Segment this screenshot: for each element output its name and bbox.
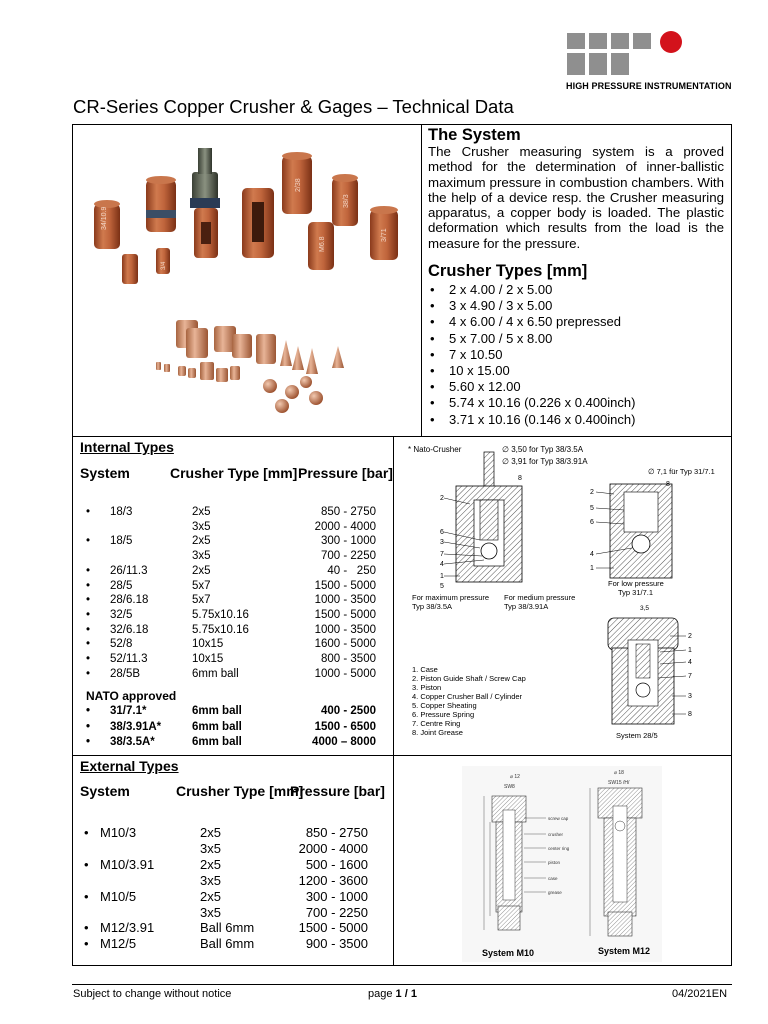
crusher-types-list [428, 282, 635, 428]
dimension-label: 3,5 [640, 605, 650, 612]
cell-pressure: 1000 - 5000 [314, 667, 376, 680]
legend-item: 3. Piston [412, 683, 442, 692]
internal-crusher-cross-section-drawing [400, 440, 728, 752]
table-row [86, 521, 376, 535]
cell-pressure: 40 - 250 [327, 564, 376, 577]
cell-bullet: • [86, 506, 91, 518]
footer-notice: Subject to change without notice [73, 988, 232, 1000]
svg-text:7: 7 [440, 551, 444, 558]
list-item: • 3.71 x 10.16 (0.146 x 0.400inch) [428, 412, 635, 428]
cell-pressure: 4000 – 8000 [312, 736, 376, 748]
cell-bullet: • [86, 564, 91, 577]
cell-pressure: 850 - 2750 [321, 506, 376, 518]
cell-system: 28/6.18 [110, 594, 149, 607]
cell-crusher: 5x7 [192, 579, 211, 592]
legend-item: 6. Pressure Spring [412, 710, 475, 719]
cell-system: 32/5 [110, 608, 133, 621]
dimension-label: ∅ 3,91 for Typ 38/3.91A [502, 457, 588, 466]
legend-item: 7. Centre Ring [412, 719, 461, 728]
caption-m10: System M10 [482, 948, 535, 958]
drawing-label: case [548, 876, 558, 881]
external-gage-drawing [462, 766, 662, 962]
table-row [84, 825, 368, 839]
cell-crusher: 6mm ball [192, 736, 242, 748]
external-col-system: System [80, 783, 130, 799]
svg-text:5: 5 [590, 505, 594, 512]
external-col-crusher: Crusher Type [mm] [176, 783, 304, 799]
cell-pressure: 1500 - 5000 [298, 920, 368, 936]
svg-text:4: 4 [590, 551, 594, 558]
list-item: • 2 x 4.00 / 2 x 5.00 [428, 282, 635, 298]
cell-system: 32/6.18 [110, 623, 149, 636]
cell-crusher: 2x5 [200, 825, 221, 840]
svg-text:4: 4 [440, 561, 444, 568]
table-row [86, 506, 376, 520]
dimension-label: ∅ 7,1 für Typ 31/7.1 [648, 467, 715, 476]
cell-bullet: • [86, 736, 91, 748]
photo-label: 34/10.9 [101, 206, 108, 230]
svg-text:3: 3 [440, 539, 444, 546]
cell-system: 28/5 [110, 579, 133, 592]
crusher-products-photo [80, 130, 418, 430]
list-item: • 5 x 7.00 / 5 x 8.00 [428, 331, 635, 347]
cell-system: 52/8 [110, 638, 133, 651]
cell-bullet: • [86, 705, 91, 717]
system-heading: The System [428, 126, 521, 144]
cell-crusher: 2x5 [200, 888, 221, 904]
cell-crusher: 2x5 [192, 506, 211, 518]
cell-bullet: • [86, 535, 91, 548]
table-row [84, 905, 368, 919]
cell-pressure: 1500 - 6500 [314, 720, 376, 733]
svg-text:6: 6 [590, 519, 594, 526]
crusher-types-heading: Crusher Types [mm] [428, 262, 588, 280]
cell-crusher: 10x15 [192, 653, 224, 665]
svg-text:SW15 /H/: SW15 /H/ [608, 780, 630, 786]
page-number: 1 / 1 [395, 988, 417, 1000]
cell-crusher: 3x5 [200, 904, 221, 920]
cell-system: 31/7.1* [110, 705, 147, 717]
list-item: • 3 x 4.90 / 3 x 5.00 [428, 298, 635, 314]
legend-item: 4. Copper Crusher Ball / Cylinder [412, 692, 523, 701]
table-row [84, 920, 368, 934]
page-prefix: page [368, 988, 396, 1000]
cell-crusher: 5x7 [192, 594, 211, 607]
cell-system: 18/5 [110, 535, 133, 548]
cell-crusher: Ball 6mm [200, 920, 255, 936]
cell-crusher: 3x5 [200, 840, 221, 856]
external-col-pressure: Pressure [bar] [290, 783, 385, 799]
cell-system: 26/11.3 [110, 564, 148, 577]
legend-item: 5. Copper Sheating [412, 701, 477, 710]
cell-bullet: • [84, 936, 89, 952]
svg-text:⌀ 18: ⌀ 18 [614, 770, 624, 776]
cell-system: 38/3.5A* [110, 736, 155, 748]
page-title: CR-Series Copper Crusher & Gages – Technical Data [73, 96, 514, 117]
drawing-label: crusher [548, 832, 564, 837]
cell-crusher: 6mm ball [192, 705, 242, 717]
table-row [86, 638, 376, 652]
caption-m12: System M12 [598, 946, 651, 956]
table-row [86, 609, 376, 623]
cell-system: M12/3.91 [100, 920, 155, 936]
row-divider [72, 755, 732, 756]
svg-text:1: 1 [440, 573, 444, 580]
cell-crusher: 3x5 [192, 550, 211, 563]
svg-text:8: 8 [518, 475, 522, 482]
table-row [86, 653, 376, 667]
svg-text:⌀ 12: ⌀ 12 [510, 774, 520, 780]
table-row [86, 580, 376, 594]
drawing-label: piston [548, 860, 561, 865]
legend-item: 1. Case [412, 665, 438, 674]
cell-bullet: • [84, 888, 89, 904]
cell-bullet: • [86, 623, 91, 636]
cell-crusher: Ball 6mm [200, 936, 255, 952]
svg-text:8: 8 [688, 711, 692, 718]
cell-system: M10/5 [100, 888, 137, 904]
cell-system: 18/3 [110, 506, 133, 518]
cell-bullet: • [86, 594, 91, 607]
cell-pressure: 1000 - 3500 [314, 623, 376, 636]
internal-col-crusher: Crusher Type [mm] [170, 465, 298, 481]
external-types-heading: External Types [80, 758, 179, 774]
cell-bullet: • [86, 608, 91, 621]
table-row [84, 857, 368, 871]
footer-rule [72, 984, 732, 985]
cell-system: M10/3.91 [100, 856, 155, 872]
drawing-label: center ring [548, 846, 570, 851]
cell-pressure: 1500 - 5000 [314, 579, 376, 592]
cell-system: 52/11.3 [110, 653, 148, 665]
table-row [86, 624, 376, 638]
caption: System 28/5 [616, 731, 658, 740]
table-row [86, 736, 376, 750]
photo-label: 3/4 [161, 261, 167, 270]
caption: Typ 38/3.91A [504, 602, 549, 611]
photo-label: 2/38 [295, 178, 302, 192]
cell-pressure: 500 - 1600 [305, 856, 368, 872]
footer-date: 04/2021EN [672, 988, 728, 1000]
photo-label: 38/3 [343, 194, 350, 208]
footer-page [368, 988, 417, 1000]
list-item: • 10 x 15.00 [428, 363, 635, 379]
legend-item: 8. Joint Grease [412, 728, 463, 737]
dimension-label: ∅ 3,50 for Typ 38/3.5A [502, 445, 584, 454]
list-item: • 5.74 x 10.16 (0.226 x 0.400inch) [428, 395, 635, 411]
cell-crusher: 3x5 [200, 872, 221, 888]
table-row [86, 721, 376, 735]
column-divider [393, 436, 394, 966]
cell-pressure: 300 - 1000 [305, 888, 368, 904]
cell-pressure: 1600 - 5000 [314, 638, 376, 651]
cell-pressure: 1500 - 5000 [314, 608, 376, 621]
drawing-label: screw cap [548, 816, 569, 821]
list-item: • 4 x 6.00 / 4 x 6.50 prepressed [428, 314, 635, 330]
cell-pressure: 700 - 2250 [321, 550, 376, 563]
svg-text:7: 7 [688, 673, 692, 680]
table-row [84, 889, 368, 903]
caption: For medium pressure [504, 593, 576, 602]
caption: For low pressure [608, 579, 664, 588]
svg-text:SW8: SW8 [504, 784, 515, 790]
table-row [86, 550, 376, 564]
cell-pressure: 1000 - 3500 [314, 594, 376, 607]
svg-text:8: 8 [666, 481, 670, 488]
internal-col-pressure: Pressure [bar] [298, 465, 393, 481]
company-name: HIGH PRESSURE INSTRUMENTATION [566, 81, 732, 91]
cell-crusher: 5.75x10.16 [192, 608, 249, 621]
caption: Typ 31/7.1 [618, 588, 654, 597]
caption: Typ 38/3.5A [412, 602, 453, 611]
cell-pressure: 400 - 2500 [321, 705, 376, 717]
table-row [86, 535, 376, 549]
table-row [84, 873, 368, 887]
list-item: • 7 x 10.50 [428, 347, 635, 363]
nato-approved-heading: NATO approved [86, 689, 177, 703]
cell-bullet: • [84, 825, 89, 840]
column-divider [421, 124, 422, 436]
cell-pressure: 1200 - 3600 [298, 872, 368, 888]
cell-crusher: 5.75x10.16 [192, 623, 249, 636]
svg-text:2: 2 [688, 633, 692, 640]
cell-bullet: • [84, 920, 89, 936]
photo-label: 3/71 [381, 228, 388, 242]
cell-pressure: 2000 - 4000 [314, 520, 376, 533]
svg-text:2: 2 [440, 495, 444, 502]
cell-system: 28/5B [110, 667, 141, 680]
system-description: The Crusher measuring system is a proved method for the determination of inner-ballistic maximum pressure in combustion chambers. With the help of a device resp. the Crusher measuring apparatus, a copper body is loaded. The plastic deformation which results from the load is the measure for the pressure. [428, 144, 724, 251]
svg-text:2: 2 [590, 489, 594, 496]
table-row [86, 594, 376, 608]
photo-label: M6.8 [319, 236, 326, 252]
cell-system: 38/3.91A* [110, 720, 162, 733]
cell-crusher: 2x5 [192, 535, 211, 548]
nato-crusher-note: * Nato-Crusher [408, 445, 462, 454]
cell-system: M12/5 [100, 936, 137, 952]
cell-system: M10/3 [100, 825, 137, 840]
table-row [84, 936, 368, 950]
cell-crusher: 3x5 [192, 520, 211, 533]
cell-bullet: • [86, 720, 91, 733]
cell-bullet: • [86, 667, 91, 680]
cell-bullet: • [86, 638, 91, 651]
internal-types-heading: Internal Types [80, 439, 174, 455]
cell-crusher: 2x5 [192, 564, 211, 577]
cell-crusher: 2x5 [200, 856, 221, 872]
row-divider [72, 436, 732, 437]
cell-crusher: 10x15 [192, 638, 224, 651]
svg-text:1: 1 [590, 565, 594, 572]
table-row [86, 668, 376, 682]
cell-pressure: 700 - 2250 [305, 904, 368, 920]
caption: For maximum pressure [412, 593, 490, 602]
svg-text:1: 1 [688, 647, 692, 654]
cell-bullet: • [86, 579, 91, 592]
internal-col-system: System [80, 465, 130, 481]
cell-bullet: • [84, 856, 89, 872]
cell-crusher: 6mm ball [192, 667, 239, 680]
drawing-label: grease [548, 890, 562, 895]
svg-text:6: 6 [440, 529, 444, 536]
legend-item: 2. Piston Guide Shaft / Screw Cap [412, 674, 526, 683]
list-item: • 5.60 x 12.00 [428, 379, 635, 395]
table-row [86, 565, 376, 579]
table-row [86, 705, 376, 719]
svg-text:4: 4 [688, 659, 692, 666]
cell-pressure: 900 - 3500 [305, 936, 368, 952]
cell-pressure: 2000 - 4000 [298, 840, 368, 856]
cell-crusher: 6mm ball [192, 720, 242, 733]
cell-bullet: • [86, 653, 91, 665]
svg-text:5: 5 [440, 583, 444, 590]
svg-text:3: 3 [688, 693, 692, 700]
cell-pressure: 300 - 1000 [321, 535, 376, 548]
cell-pressure: 800 - 3500 [321, 653, 376, 665]
table-row [84, 841, 368, 855]
cell-pressure: 850 - 2750 [305, 825, 368, 840]
